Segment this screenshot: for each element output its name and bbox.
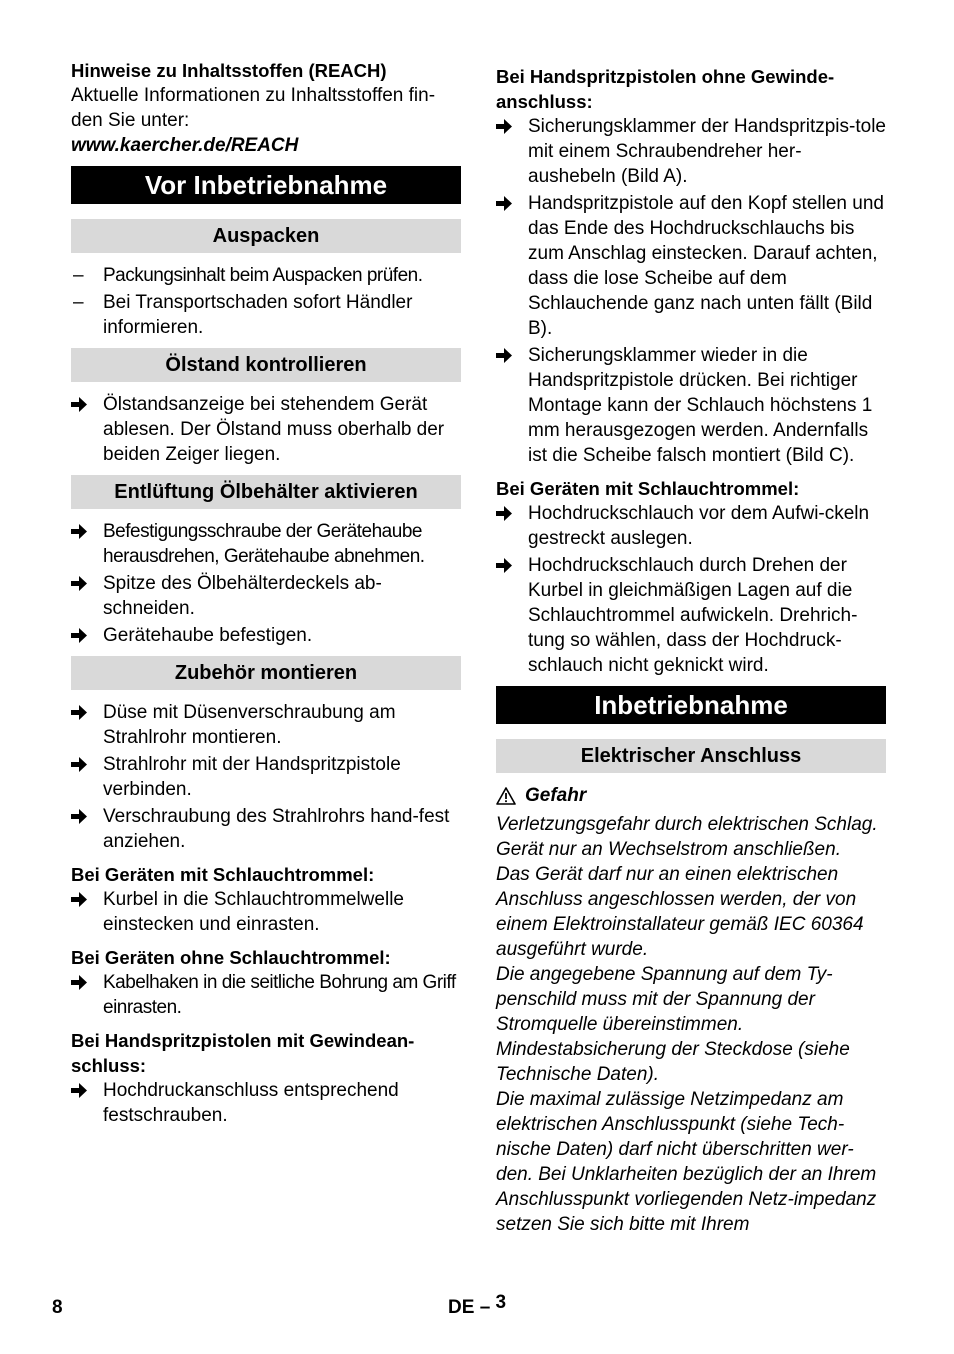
list-item: Befestigungsschraube der Gerätehaube herausdrehen, Gerätehaube abnehmen.	[71, 519, 461, 569]
list-auspacken	[71, 263, 461, 340]
arrow-right-icon	[71, 700, 95, 720]
list-entlueftung	[71, 519, 461, 648]
reach-text-line-2: den Sie unter:	[71, 110, 190, 131]
footer-lang: DE	[448, 1297, 475, 1318]
list-mit-schlauchtrommel	[496, 501, 886, 678]
subheading-ohne-schlauchtrommel: Bei Geräten ohne Schlauchtrommel:	[71, 947, 391, 968]
subheading-ohne-gewindeanschluss	[496, 64, 886, 114]
arrow-right-icon	[71, 392, 95, 412]
arrow-right-icon	[71, 519, 95, 539]
reach-text-line-1: Aktuelle Informationen zu Inhaltsstoffen fin-	[71, 85, 436, 106]
subheading-line-2: schluss:	[71, 1055, 147, 1076]
list-item: Sicherungsklammer der Handspritzpis-tole mit einem Schraubendreher her-aushebeln (Bild A).	[496, 114, 886, 189]
footer-sub-page: 3	[495, 1292, 507, 1313]
arrow-right-icon	[71, 571, 95, 591]
list-item: Gerätehaube befestigen.	[71, 623, 461, 648]
footer-label	[448, 1292, 507, 1319]
dash-bullet-icon: –	[73, 265, 84, 286]
list-item: Spitze des Ölbehälterdeckels ab-schneiden.	[71, 571, 461, 621]
subheading-line-1: Bei Handspritzpistolen ohne Gewinde-	[496, 66, 835, 87]
heading-auspacken: Auspacken	[71, 219, 461, 253]
paragraph: Die maximal zulässige Netzimpedanz am elektrischen Anschlusspunkt (siehe Tech-nische Daten) darf nicht überschritten wer-den. Bei Unklarheiten bezüglich der an Ihrem Anschlusspunkt vorliegenden Netz-impedanz setzen Sie sich bitte mit Ihrem	[496, 1089, 877, 1235]
arrow-right-icon	[71, 804, 95, 824]
paragraph: Mindestabsicherung der Steckdose (siehe Technische Daten).	[496, 1039, 850, 1085]
paragraph: Das Gerät darf nur an einen elektrischen Anschluss angeschlossen werden, der von einem Elektroinstallateur gemäß IEC 60364 ausgeführt wurde.	[496, 864, 864, 960]
list-item: Strahlrohr mit der Handspritzpistole verbinden.	[71, 752, 461, 802]
dash-bullet-icon: –	[73, 292, 84, 313]
list-item: Düse mit Düsenverschraubung am Strahlrohr montieren.	[71, 700, 461, 750]
right-column	[496, 58, 886, 1237]
list-item: Ölstandsanzeige bei stehendem Gerät ablesen. Der Ölstand muss oberhalb der beiden Zeiger liegen.	[71, 392, 461, 467]
arrow-right-icon	[71, 752, 95, 772]
list-item: Kurbel in die Schlauchtrommelwelle einstecken und einrasten.	[71, 887, 461, 937]
subheading-line-1: Bei Handspritzpistolen mit Gewindean-	[71, 1030, 415, 1051]
list-mit-gewindeanschluss	[71, 1078, 461, 1128]
list-item: Kabelhaken in die seitliche Bohrung am Griff einrasten.	[71, 970, 461, 1020]
footer-separator: –	[479, 1297, 491, 1318]
list-mit-schlauchtrommel	[71, 887, 461, 937]
list-item: Hochdruckanschluss entsprechend festschrauben.	[71, 1078, 461, 1128]
arrow-right-icon	[71, 887, 95, 907]
left-column	[71, 58, 461, 1136]
arrow-right-icon	[496, 501, 520, 521]
list-oelstand	[71, 392, 461, 467]
reach-heading: Hinweise zu Inhaltsstoffen (REACH)	[71, 60, 387, 81]
subheading-line-2: anschluss:	[496, 91, 593, 112]
paragraph: Verletzungsgefahr durch elektrischen Schlag.	[496, 814, 878, 835]
section-inbetriebnahme: Inbetriebnahme	[496, 686, 886, 724]
reach-text	[71, 83, 461, 133]
list-item: Hochdruckschlauch vor dem Aufwi-ckeln gestreckt auslegen.	[496, 501, 886, 551]
list-ohne-gewindeanschluss	[496, 114, 886, 468]
page-number: 8	[52, 1297, 63, 1318]
list-item: Verschraubung des Strahlrohrs hand-fest anziehen.	[71, 804, 461, 854]
heading-entlueftung: Entlüftung Ölbehälter aktivieren	[71, 475, 461, 509]
arrow-right-icon	[496, 553, 520, 573]
paragraph: Die angegebene Spannung auf dem Ty-penschild muss mit der Spannung der Stromquelle übereinstimmen.	[496, 964, 833, 1035]
list-item: Hochdruckschlauch durch Drehen der Kurbel in gleichmäßigen Lagen auf die Schlauchtrommel aufwickeln. Drehrich-tung so wählen, dass der Hochdruck-schlauch nicht geknickt wird.	[496, 553, 886, 678]
section-vor-inbetriebnahme: Vor Inbetriebnahme	[71, 166, 461, 204]
arrow-right-icon	[71, 970, 95, 990]
subheading-mit-schlauchtrommel: Bei Geräten mit Schlauchtrommel:	[496, 478, 800, 499]
arrow-right-icon	[71, 623, 95, 643]
reach-url-link[interactable]: www.kaercher.de/REACH	[71, 135, 299, 156]
warning-label	[496, 783, 886, 808]
arrow-right-icon	[496, 343, 520, 363]
arrow-right-icon	[71, 1078, 95, 1098]
warning-label-text: Gefahr	[525, 785, 587, 806]
arrow-right-icon	[496, 191, 520, 211]
subheading-mit-gewindeanschluss	[71, 1028, 461, 1078]
list-item: Sicherungsklammer wieder in die Handspritzpistole drücken. Bei richtiger Montage kann der Schlauch höchstens 1 mm herausgezogen werden. Andernfalls ist die Scheibe falsch montiert (Bild C).	[496, 343, 886, 468]
list-ohne-schlauchtrommel	[71, 970, 461, 1020]
heading-elektrischer-anschluss: Elektrischer Anschluss	[496, 739, 886, 773]
subheading-mit-schlauchtrommel: Bei Geräten mit Schlauchtrommel:	[71, 864, 375, 885]
list-item: – Packungsinhalt beim Auspacken prüfen.	[73, 265, 423, 286]
arrow-right-icon	[496, 114, 520, 134]
warning-triangle-icon	[496, 787, 516, 805]
heading-zubehoer: Zubehör montieren	[71, 656, 461, 690]
list-zubehoer	[71, 700, 461, 854]
list-item: – Bei Transportschaden sofort Händler informieren.	[73, 292, 413, 338]
list-item: Handspritzpistole auf den Kopf stellen und das Ende des Hochdruckschlauchs bis zum Anschlag einstecken. Darauf achten, dass die lose Scheibe auf dem Schlauchende ganz nach unten fällt (Bild B).	[496, 191, 886, 341]
heading-oelstand: Ölstand kontrollieren	[71, 348, 461, 382]
paragraph: Gerät nur an Wechselstrom anschließen.	[496, 839, 841, 860]
